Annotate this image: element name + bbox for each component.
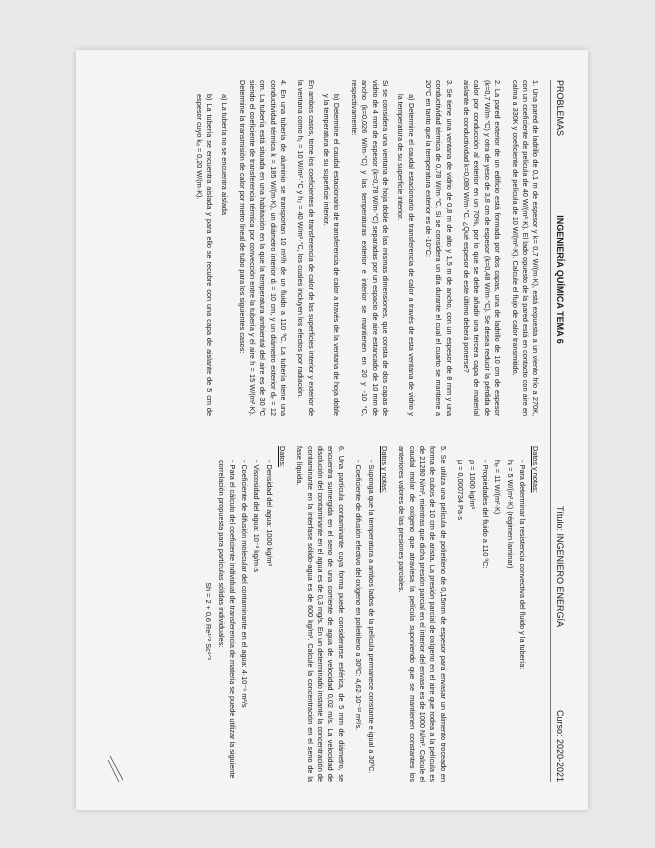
datos-list-2 <box>353 446 376 782</box>
page-header <box>550 80 566 782</box>
problem-2: 2. La pared exterior de un edificio está formada por dos capas, una de ladrillo de 10 cm de espesor (k=0,7 W/m·°C) y otra de yeso de 3,8 cm de espesor (k=0,48 W/m·°C). Se desea reducir la pérdida de calor por conducción al exterior en un 70%, por lo que se debe añadir una tercera capa de material aislante de conductividad k=0,080 W/m·°C. ¿Qué espesor de este último deberá ponerse? <box>462 80 503 416</box>
right-column <box>188 446 540 782</box>
header-left: PROBLEMAS <box>555 80 565 137</box>
header-center: INGENIERÍA QUÍMICA TEMA 6 <box>555 215 565 344</box>
header-title: Título: INGENIERO ENERGÍA <box>555 505 565 627</box>
problem-5: 5. Se utiliza una película de polietileno de 0,15mm de espesor para envasar un alimento troceado en forma de cubos de 10 cm de arista. La presión parcial de oxígeno en el aire que rodea a la película es de 21280 N/m², mientras que dicha presión parcial en el interior del envase es de 1000 N/m². Calcule el caudal molar de oxígeno que atraviesa la película suponiendo que se mantienen constantes los anteriores valores de las presiones parciales. <box>397 446 448 782</box>
datos-label-2: Datos y notas: <box>379 446 389 493</box>
problem-3b: b) Determine el caudal estacionario de transferencia de calor a través de la ventana de hoja doble y la temperatura de su superficie interior. <box>322 94 342 416</box>
datos-item: hₑ = 11 W/(m²·K) <box>493 460 503 515</box>
datos-item: hᵢ = 5 W/(m²·K) (régimen laminar) <box>505 460 515 569</box>
pen-mark-icon <box>106 754 126 784</box>
problem-3-coefficients: En ambos casos, tome los coeficientes de transferencia de calor de las superficies interior y exterior de la ventana como h₁ = 10 W/m²·°C y h₂ = 40 W/m²·°C, los cuales incluyen los efectos por radiación. <box>296 80 316 416</box>
datos-label-3: Datos: <box>278 446 288 468</box>
datos-item: - Viscosidad del agua: 10⁻³ kg/m·s <box>252 460 262 573</box>
problem-4a: a) La tubería no se encuentra aislada <box>220 94 230 215</box>
document-page <box>76 50 588 810</box>
datos-item: μ = 0,000734 Pa·s <box>456 460 466 520</box>
problem-3: 3. Se tiene una ventana de vidrio de 0,8 m de alto y 1,5 m de ancho, con un espesor de 8 mm y una conductividad térmica de 0,78 W/m·°C. Si se considera un día durante el cual el cuarto se mantiene a 20°C en tanto que la temperatura exterior es de -10°C: <box>424 80 454 416</box>
datos-item: ρ = 1000 kg/m³ <box>468 460 478 509</box>
problem-3a: a) Determine el caudal estacionario de transferencia de calor a través de esta ventana de vidrio y la temperatura de su superficie interior. <box>396 94 416 416</box>
datos-item: - Para el cálculo del coeficiente individual de transferencia de materia se puede utilizar la siguiente correlación propuesta para partículas sólidas individuales: <box>217 460 237 779</box>
rotated-page-content <box>76 50 588 810</box>
left-column <box>188 80 540 416</box>
problem-4: 4. En una tubería de aluminio se transportan 10 m³/h de un fluido a 110 ºC. La tubería tiene una conductividad térmica k = 185 W/(m·K), un diámetro interior dᵢ = 10 cm, y un diámetro exterior dₑ = 12 cm. La tubería está situada en una habitación en la que la temperatura ambiental del aire es de 30 ºC siendo el coeficiente de transferencia térmica por convección entre la tubería y el aire h = 15 W/(m²·K). Determine la transmisión de calor por metro lineal de tubo para los siguientes casos: <box>237 80 289 416</box>
datos-list-1 <box>455 446 527 782</box>
datos-label-1: Datos y notas: <box>531 446 541 493</box>
datos-list-3 <box>203 446 274 782</box>
problem-6: 6. Una partícula contaminante cuya forma puede considerarse esférica, de 5 mm de diámetro, se encuentra sumergida en el seno de una corriente de agua de velocidad 0,02 m/s. La velocidad de disolución del contaminante en el agua es de 0,3 mg/s. En un determinado instante la concentración de contaminante en la interfase sólido-agua es de 600 kg/m³. Calcule la concentración en el seno de la fase líquida. <box>295 446 346 782</box>
datos-item: - Densidad del agua: 1000 kg/m³ <box>264 460 274 566</box>
datos-item: - Coeficiente de difusión efectivo del oxígeno en polietileno a 30ºC: 4,62·10⁻¹² m²/s. <box>354 460 364 731</box>
problem-3-double-intro: Si se considera una ventana de hoja doble de las mismas dimensiones, que consta de dos capas de vidrio de 4 mm de espesor (k=0,78 W/m·°C) separadas por un espacio de aire estancado de 10 mm de ancho (k=0,026 W/m·°C) y las temperaturas exterior e interior se mantienen en 20 y -10 °C, respectivamente: <box>349 80 390 416</box>
datos-item: - Coeficiente de difusión molecular del contaminante en el agua: 4·10⁻⁹ m²/s <box>239 460 249 708</box>
datos-item: - Suponga que la temperatura a ambos lados de la película permanece constante e igual a 30ºC. <box>366 460 376 774</box>
datos-item: - Para determinar la resistencia convectiva del fluido y la tubería: <box>517 460 527 670</box>
problem-4b: b) La tubería se encuentra aislada y para ello se recubre con una capa de aislante de 5 cm de espesor cuyo kₐ = 0,20 W/(m·K). <box>194 94 214 416</box>
datos-item: - Propiedades del fluido a 110 ºC: <box>480 460 490 569</box>
problem-1: 1. Una pared de ladrillo de 0,1 m de espesor y k= 0,7 W/(m·K), está expuesta a un viento frío a 270K, con un coeficiente de película de 40 W/(m²·K). El lado opuesto de la pared está en contacto con aire en calma a 330K y coeficiente de película de 10 W/(m²·K). Calcule el flujo de calor transmitido. <box>510 80 541 416</box>
correlation-formula: Sh = 2 + 0,6 Re¹ᐟ² Sc¹ᐟ³ <box>203 582 213 660</box>
header-course: Curso: 2020-2021 <box>555 709 565 782</box>
